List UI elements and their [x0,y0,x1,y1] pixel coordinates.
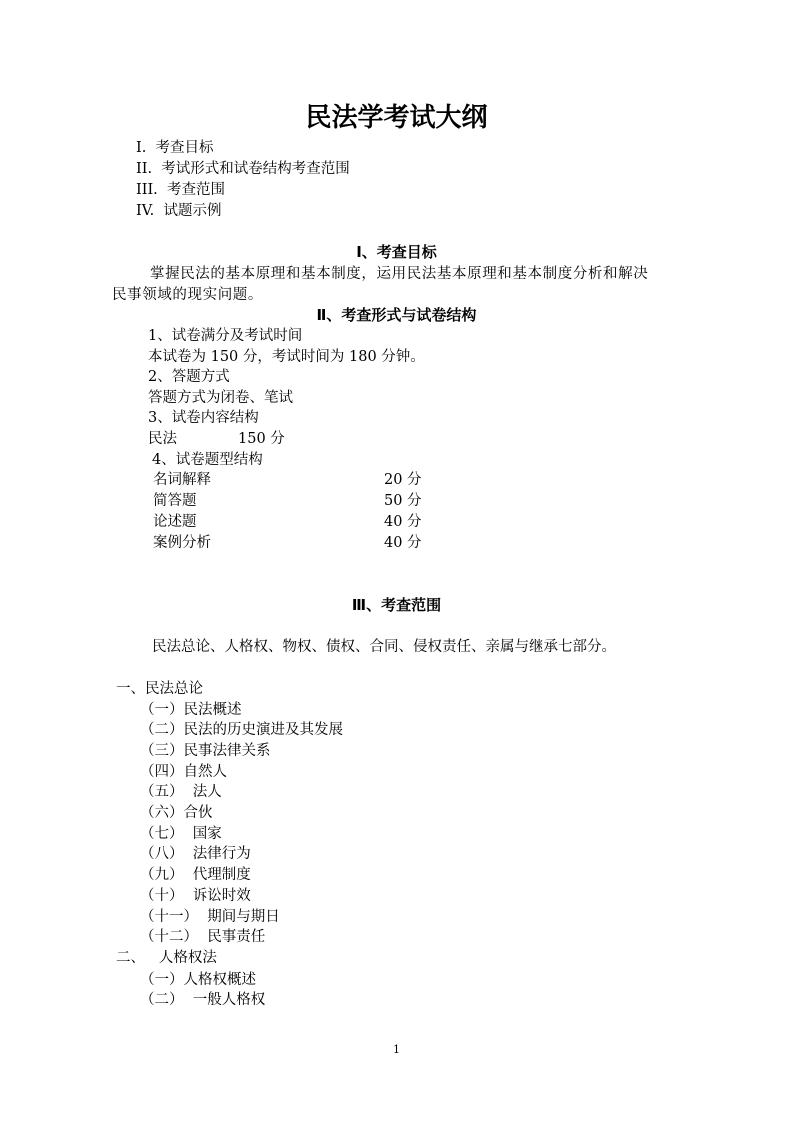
outline-part: 一、民法总论 [116,681,203,697]
text-line: 1、试卷满分及考试时间 [148,328,303,344]
outline-item: （十二） 民事责任 [140,929,266,946]
type-name: 名词解释 [153,472,211,488]
outline-item: （十一） 期间与期日 [140,908,280,925]
type-score: 20 分 [384,472,422,488]
text-line: 4、试卷题型结构 [152,452,263,468]
paragraph: 民事领域的现实问题。 [112,287,263,303]
content-subject: 民法 [148,431,177,447]
toc-item: I. 考查目标 [136,140,214,156]
outline-part: 二、 人格权法 [116,950,217,966]
toc-item: IV. 试题示例 [136,203,222,219]
text-line: 3、试卷内容结构 [148,410,259,426]
paragraph: 掌握民法的基本原理和基本制度，运用民法基本原理和基本制度分析和解决 [150,266,649,282]
content-score: 150 分 [238,431,285,447]
section-heading: Ⅱ、考查形式与试卷结构 [316,306,477,324]
toc-item: II. 考试形式和试卷结构考查范围 [136,161,350,177]
paragraph: 民法总论、人格权、物权、债权、合同、侵权责任、亲属与继承七部分。 [152,639,616,655]
text-line: 2、答题方式 [148,369,230,385]
outline-item: （二） 一般人格权 [140,992,266,1009]
outline-item: （五） 法人 [140,784,222,801]
type-score: 50 分 [384,493,422,509]
outline-item: （八） 法律行为 [140,846,251,863]
outline-item: （一）民法概述 [140,701,242,718]
outline-item: （七） 国家 [140,825,222,842]
type-name: 论述题 [153,514,197,530]
outline-item: （一）人格权概述 [140,971,256,988]
section-heading: Ⅰ、考查目标 [356,243,437,261]
outline-item: （六）合伙 [140,805,213,821]
text-line: 本试卷为 150 分，考试时间为 180 分钟。 [148,349,425,365]
outline-item: （十） 诉讼时效 [140,887,251,904]
page-number: 1 [393,1043,400,1056]
outline-item: （三）民事法律关系 [140,742,271,759]
type-score: 40 分 [384,535,422,551]
type-name: 案例分析 [153,535,211,551]
outline-item: （九） 代理制度 [140,867,251,884]
outline-item: （四）自然人 [140,763,227,780]
section-heading: Ⅲ、考查范围 [351,596,442,614]
outline-item: （二）民法的历史演进及其发展 [140,722,343,739]
type-name: 简答题 [153,493,197,509]
document-title: 民法学考试大纲 [305,103,488,133]
text-line: 答题方式为闭卷、笔试 [148,390,293,406]
type-score: 40 分 [384,514,422,530]
toc-item: III. 考查范围 [136,182,226,198]
